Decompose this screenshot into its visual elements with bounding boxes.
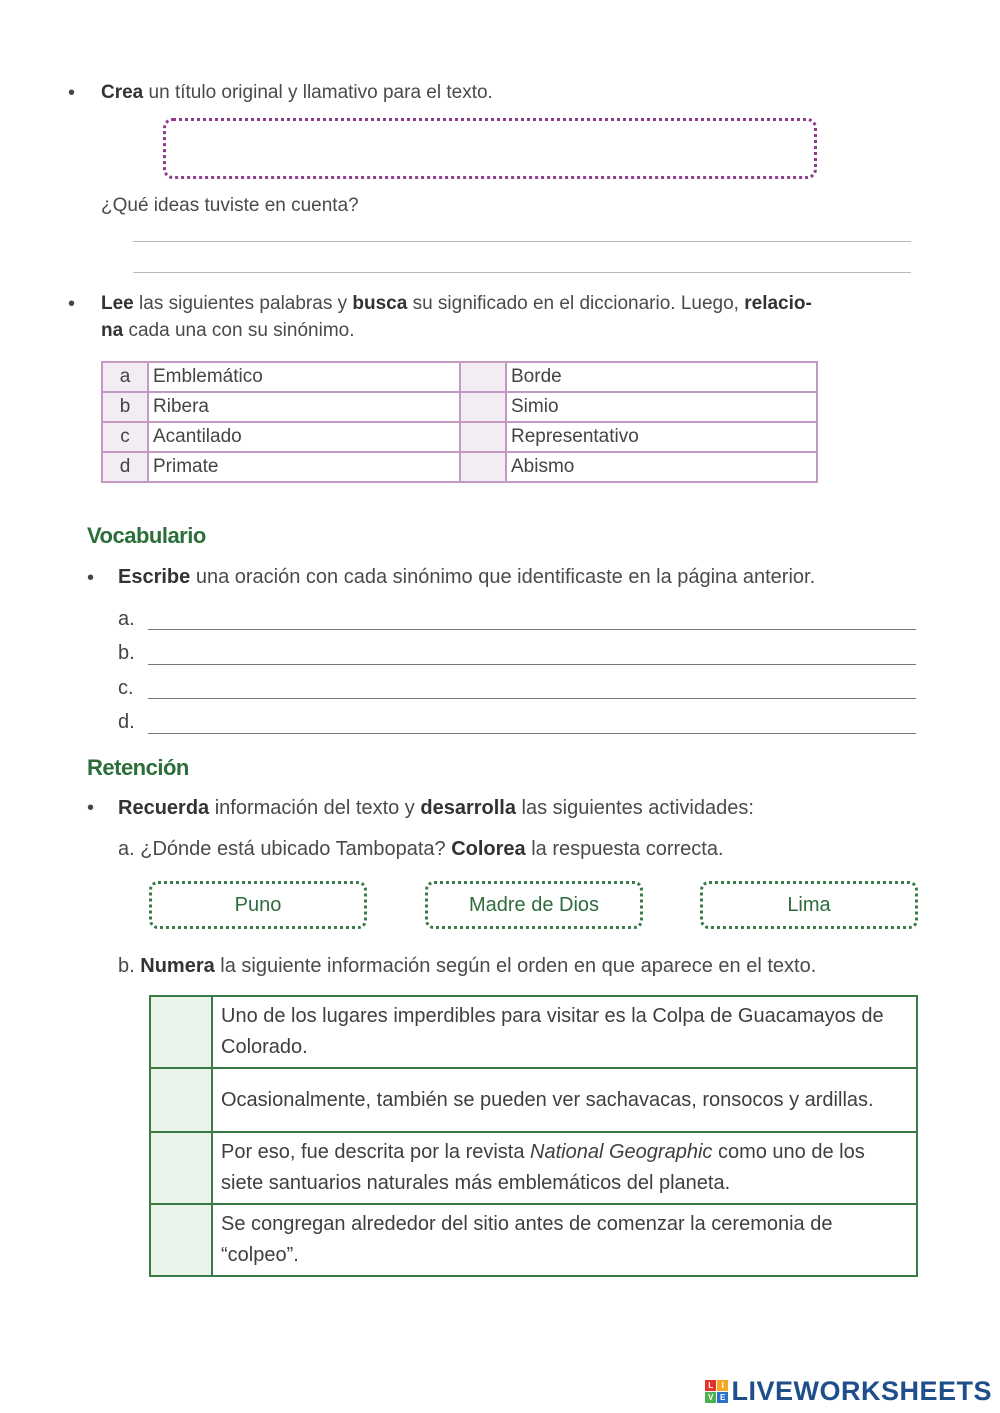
- bullet: •: [68, 82, 76, 104]
- instruction-verb: Colorea: [451, 838, 526, 860]
- number-input-cell[interactable]: [150, 1132, 212, 1204]
- synonym-table: [101, 361, 818, 483]
- liveworksheets-logo: [705, 1376, 992, 1407]
- synonym-cell: Simio: [506, 392, 817, 422]
- answer-label: a.: [118, 608, 135, 630]
- answer-label: c.: [118, 677, 134, 699]
- ordering-table: [149, 995, 918, 1277]
- instruction-text: cada una con su sinónimo.: [123, 320, 355, 341]
- sentence-answer-line[interactable]: [148, 733, 916, 734]
- answer-label: b.: [118, 642, 135, 664]
- item-label: a.: [118, 838, 135, 860]
- title-answer-box[interactable]: [163, 118, 817, 179]
- table-row: [150, 1204, 917, 1276]
- magazine-name: National Geographic: [530, 1141, 713, 1163]
- instruction-verb: relacio-: [744, 293, 812, 314]
- table-row: [150, 1068, 917, 1132]
- section-title-retencion: Retención: [87, 755, 189, 780]
- instruction-verb: desarrolla: [420, 797, 516, 819]
- match-input-cell[interactable]: [460, 422, 506, 452]
- question-dictionary: [101, 290, 913, 344]
- bullet: •: [68, 293, 76, 315]
- table-row: [102, 452, 817, 482]
- word-cell: Primate: [148, 452, 460, 482]
- instruction-text: la siguiente información según el orden en que aparece en el texto.: [214, 955, 817, 977]
- option-puno[interactable]: Puno: [149, 881, 367, 929]
- option-madre-de-dios[interactable]: Madre de Dios: [425, 881, 643, 929]
- instruction-verb: Crea: [101, 82, 144, 103]
- bullet: •: [87, 797, 95, 819]
- sentence-answer-line[interactable]: [148, 698, 916, 699]
- number-input-cell[interactable]: [150, 996, 212, 1068]
- instruction-text: una oración con cada sinónimo que identificaste en la página anterior.: [190, 566, 816, 588]
- statement-text: Se congregan alrededor del sitio antes de comenzar la ceremonia de “colpeo”.: [212, 1204, 917, 1276]
- table-row: [102, 392, 817, 422]
- instruction-text: un título original y llamativo para el texto.: [143, 82, 493, 103]
- logo-mark-icon: [705, 1380, 728, 1403]
- instruction-verb: Lee: [101, 293, 134, 314]
- instruction-verb: busca: [352, 293, 408, 314]
- item-label: b.: [118, 955, 135, 977]
- answer-line[interactable]: [133, 241, 911, 242]
- logo-mark-letter: V: [705, 1392, 716, 1403]
- instruction-verb: Recuerda: [118, 797, 210, 819]
- question-order: [118, 953, 816, 980]
- statement-part: Por eso, fue descrita por la revista: [221, 1141, 531, 1163]
- instruction-verb: Escribe: [118, 566, 191, 588]
- match-input-cell[interactable]: [460, 362, 506, 392]
- row-letter: d: [102, 452, 148, 482]
- synonym-cell: Representativo: [506, 422, 817, 452]
- question-create-title: [101, 79, 493, 106]
- answer-label: d.: [118, 711, 135, 733]
- sentence-answer-line[interactable]: [148, 629, 916, 630]
- option-lima[interactable]: Lima: [700, 881, 918, 929]
- followup-question: ¿Qué ideas tuviste en cuenta?: [101, 195, 359, 216]
- instruction-text: las siguientes actividades:: [515, 797, 754, 819]
- sentence-answer-line[interactable]: [148, 664, 916, 665]
- statement-text: [212, 1132, 917, 1204]
- instruction-text: ¿Dónde está ubicado Tambopata?: [134, 838, 452, 860]
- table-row: [102, 362, 817, 392]
- answer-line[interactable]: [133, 272, 911, 273]
- number-input-cell[interactable]: [150, 1068, 212, 1132]
- logo-mark-letter: I: [717, 1380, 728, 1391]
- word-cell: Ribera: [148, 392, 460, 422]
- match-input-cell[interactable]: [460, 392, 506, 422]
- instruction-text: la respuesta correcta.: [525, 838, 724, 860]
- instruction-text: información del texto y: [209, 797, 421, 819]
- logo-mark-letter: L: [705, 1380, 716, 1391]
- question-recall: [118, 795, 754, 822]
- word-cell: Emblemático: [148, 362, 460, 392]
- row-letter: c: [102, 422, 148, 452]
- bullet: •: [87, 567, 95, 589]
- instruction-verb: Numera: [140, 955, 215, 977]
- match-input-cell[interactable]: [460, 452, 506, 482]
- statement-text: Uno de los lugares imperdibles para visitar es la Colpa de Guacamayos de Colorado.: [212, 996, 917, 1068]
- instruction-text: su significado en el diccionario. Luego,: [407, 293, 745, 314]
- question-location: [118, 836, 724, 863]
- instruction-verb: na: [101, 320, 124, 341]
- table-row: [102, 422, 817, 452]
- word-cell: Acantilado: [148, 422, 460, 452]
- section-title-vocabulario: Vocabulario: [87, 523, 206, 548]
- synonym-cell: Borde: [506, 362, 817, 392]
- logo-text: LIVEWORKSHEETS: [731, 1376, 992, 1406]
- row-letter: b: [102, 392, 148, 422]
- question-write-sentences: [118, 564, 815, 591]
- table-row: [150, 996, 917, 1068]
- statement-text: Ocasionalmente, también se pueden ver sachavacas, ronsocos y ardillas.: [212, 1068, 917, 1132]
- row-letter: a: [102, 362, 148, 392]
- instruction-text: las siguientes palabras y: [133, 293, 353, 314]
- synonym-cell: Abismo: [506, 452, 817, 482]
- number-input-cell[interactable]: [150, 1204, 212, 1276]
- logo-mark-letter: E: [717, 1392, 728, 1403]
- table-row: [150, 1132, 917, 1204]
- statement-part: como uno de los siete santuarios naturales más emblemáticos del planeta.: [221, 1141, 865, 1194]
